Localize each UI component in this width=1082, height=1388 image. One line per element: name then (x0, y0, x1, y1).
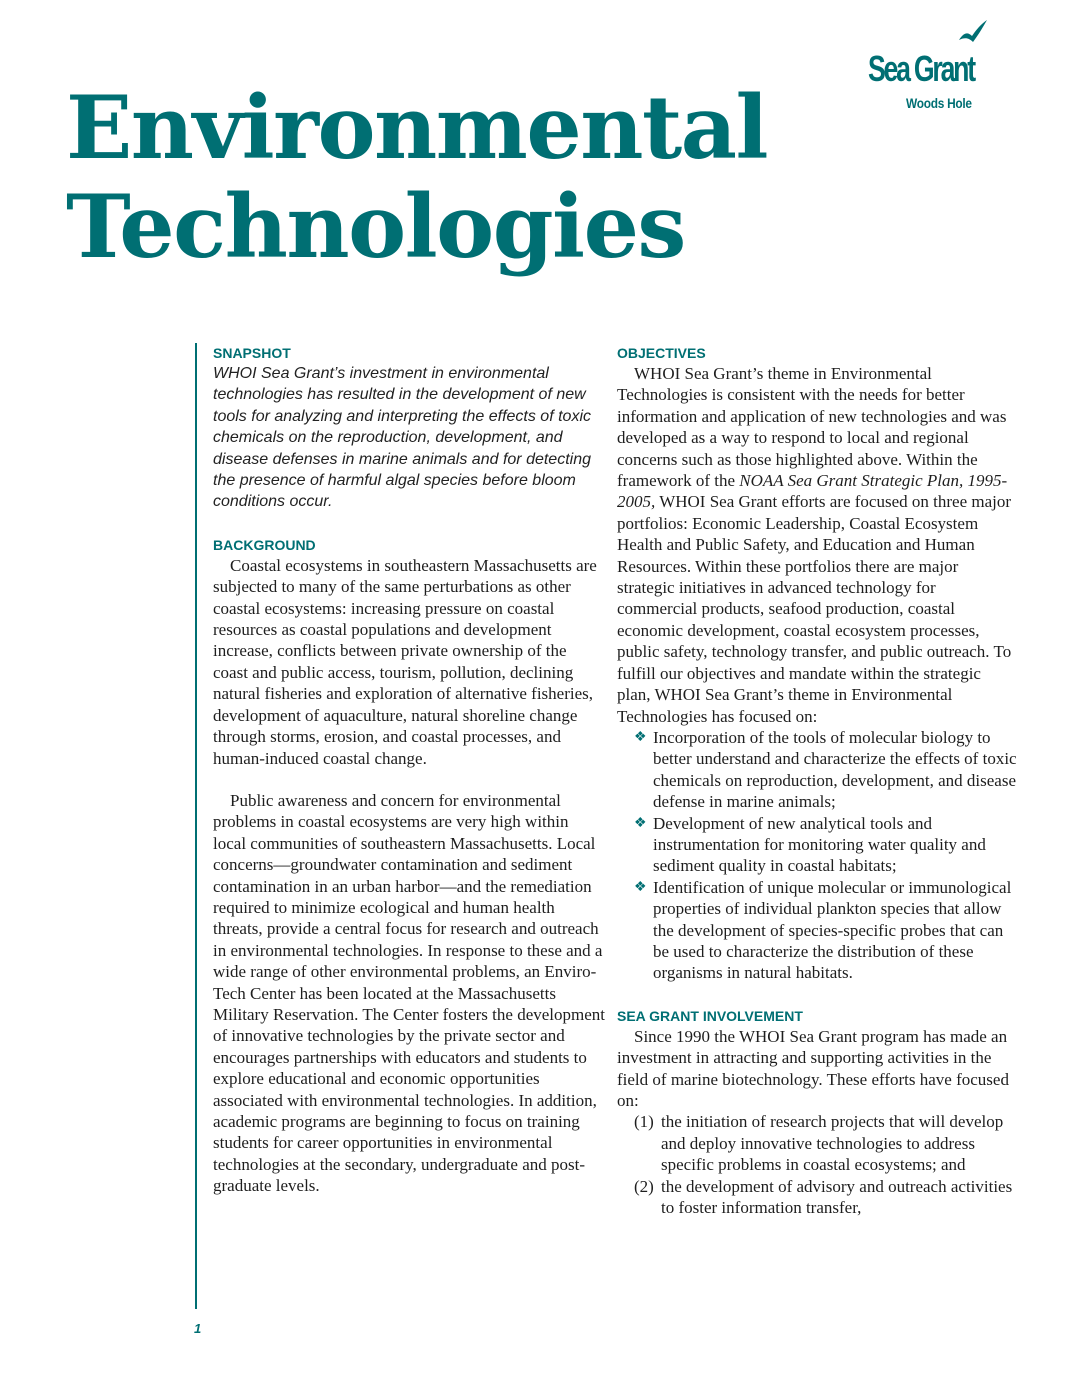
logo-wordmark: Sea Grant (868, 48, 974, 89)
strategic-plan-title: NOAA Sea Grant Strategic Plan, 1995-2005, (617, 471, 1008, 512)
list-item (617, 727, 1017, 813)
involvement-numbered-list (617, 1111, 1017, 1218)
logo-subtitle: Woods Hole (906, 96, 972, 111)
background-paragraph-1: Coastal ecosystems in southeastern Massachusetts are subjected to many of the same perturbations as other coastal ecosystems: increasing pressure on coastal resources as coastal populations and development increase, conflicts between private ownership of the coast and public access, tourism, pollution, declining natural fisheries and exploration of alternative fisheries, development of aquaculture, natural shoreline change through storms, erosion, and coastal processes, and human-induced coastal change. (213, 555, 597, 768)
diamond-bullet-icon: ❖ (634, 815, 647, 831)
item-number: (1) (634, 1112, 654, 1132)
list-item (617, 1111, 1017, 1175)
objectives-bullet-list (617, 727, 1017, 984)
objectives-heading: OBJECTIVES (617, 345, 706, 361)
item-number: (2) (634, 1176, 654, 1196)
left-column (213, 343, 605, 1197)
objectives-text-end: WHOI Sea Grant efforts are focused on three major portfolios: Economic Leadership, Coastal Ecosystem Health and Public Safety, and Education and Human Resources. Within these portfolios there are major strategic initiatives in advanced technology for commercial products, seafood production, coastal economic development, coastal ecosystem processes, public safety, technology transfer, and public outreach. To fulfill our objectives and mandate within the strategic plan, WHOI Sea Grant’s theme in Environmental Technologies has focused on: (617, 492, 1012, 726)
snapshot-text: WHOI Sea Grant’s investment in environmental technologies has resulted in the development of new tools for analyzing and interpreting the effects of toxic chemicals on the reproduction, development, and disease defenses in marine animals and for detecting the presence of harmful algal species before bloom conditions occur. (213, 365, 591, 511)
bullet-text: Identification of unique molecular or immunological properties of individual plankton species that allow the development of species-specific probes that can be used to characterize the distribution of these organisms in natural habitats. (653, 877, 1012, 983)
page-number: 1 (194, 1321, 202, 1336)
background-heading: BACKGROUND (213, 536, 316, 553)
list-item (617, 877, 1017, 984)
diamond-bullet-icon: ❖ (634, 879, 647, 895)
involvement-heading: SEA GRANT INVOLVEMENT (617, 1007, 803, 1024)
list-item (617, 1176, 1017, 1219)
column-rule (195, 343, 197, 1309)
page-title (66, 78, 767, 276)
sea-grant-logo (866, 18, 1016, 118)
objectives-paragraph (617, 363, 1017, 727)
bullet-text: Incorporation of the tools of molecular biology to better understand and characterize the effects of toxic chemicals on reproduction, development, and disease defense in marine animals; (653, 727, 1017, 812)
involvement-paragraph: Since 1990 the WHOI Sea Grant program has made an investment in attracting and supporting activities in the field of marine biotechnology. These efforts have focused on: (617, 1026, 1009, 1110)
objectives-text-start: WHOI Sea Grant’s theme in Environmental Technologies is consistent with the needs for better information and application of new technologies and was developed as a way to respond to local and regional concerns such as those highlighted above. Within the framework of the (617, 364, 1007, 491)
title-line-1: Environmental (66, 76, 768, 179)
bullet-text: Development of new analytical tools and instrumentation for monitoring water quality and sediment quality in coastal habitats; (653, 813, 986, 876)
title-line-2: Technologies (66, 175, 685, 278)
snapshot-heading: SNAPSHOT (213, 345, 291, 361)
right-column (617, 343, 1017, 1218)
background-paragraph-2: Public awareness and concern for environmental problems in coastal ecosystems are very high within local communities of southeastern Massachusetts. Local concerns—groundwater contamination and sediment contamination in an urban harbor—and the remediation required to minimize ecological and human health threats, provide a central focus for research and outreach in environmental technologies. In response to these and a wide range of other environmental problems, an Enviro-Tech Center has been located at the Massachusetts Military Reservation. The Center fosters the development of innovative technologies by the private sector and encourages partnerships with educators and students to explore educational and economic opportunities associated with environmental technologies. In addition, academic programs are beginning to focus on training students for career opportunities in environmental technologies at the secondary, undergraduate and post-graduate levels. (213, 790, 605, 1196)
diamond-bullet-icon: ❖ (634, 729, 647, 745)
item-text: the initiation of research projects that will develop and deploy innovative technologies to address specific problems in coastal ecosystems; and (661, 1112, 1004, 1175)
list-item (617, 813, 1017, 877)
gull-icon (958, 18, 988, 48)
item-text: the development of advisory and outreach activities to foster information transfer, (661, 1176, 1013, 1218)
